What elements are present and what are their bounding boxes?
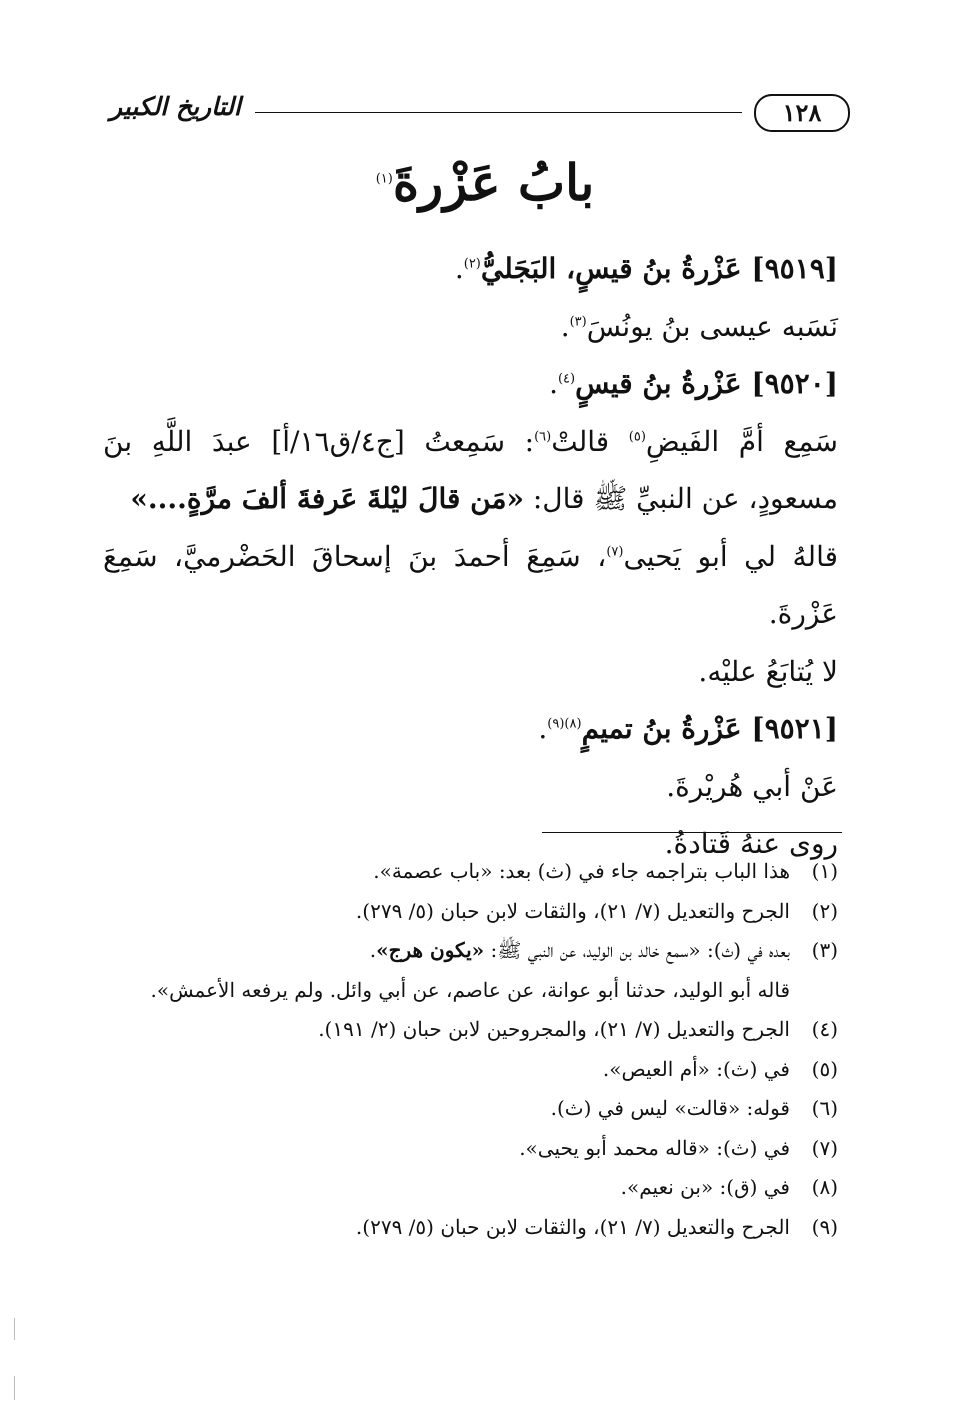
footnote-separator [542, 832, 842, 833]
text-span: : سَمِعتُ [ج٤/ق١٦/أ] عبدَ اللَّهِ بنَ مسعودٍ، عن النبيِّ ﷺ قال: [103, 424, 838, 515]
footnote-text-span: . [369, 938, 377, 962]
footnote-text: الجرح والتعديل (٧/ ٢١)، والثقات لابن حبان (٥/ ٢٧٩). [355, 1214, 790, 1239]
footnote-text: هذا الباب بتراجمه جاء في (ث) بعد: «باب عصمة». [373, 859, 790, 883]
text-span: لا يُتابَعُ عليْه. [698, 654, 838, 688]
footnote [103, 1089, 838, 1129]
footnote-ref[interactable]: (١) [375, 171, 393, 187]
footnote [103, 931, 838, 971]
text-paragraph [103, 413, 838, 528]
text-line [103, 643, 838, 701]
chapter-heading [0, 148, 970, 218]
text-line [103, 758, 838, 816]
header-rule [255, 112, 742, 113]
footnote [103, 1168, 838, 1208]
footnote [103, 1050, 838, 1090]
footnote-bold-quote: «يكون هرج» [376, 938, 485, 962]
footnote [103, 892, 838, 932]
entry-heading: [٩٥٢٠] عَزْرةُ بنُ قيسٍ [575, 367, 838, 400]
text-line [103, 298, 838, 356]
text-span: سَمِع أمَّ الفَيضِ [645, 424, 838, 458]
footnote-text: الجرح والتعديل (٧/ ٢١)، والثقات لابن حبان (٥/ ٢٧٩). [355, 898, 790, 923]
footnote-number: (٨) [811, 1175, 838, 1199]
footnote-number: (٩) [811, 1214, 838, 1239]
footnote-ref[interactable]: (٥) [628, 429, 646, 445]
footnote-continuation: قاله أبو الوليد، حدثنا أبو عوانة، عن عاصم، عن أبي وائل. ولم يرفعه الأعمش». [150, 977, 790, 1002]
footnote-ref[interactable]: (٨)(٩) [547, 716, 582, 732]
footnote-text: الجرح والتعديل (٧/ ٢١)، والمجروحين لابن حبان (٢/ ١٩١). [318, 1017, 790, 1041]
entry-heading: [٩٥١٩] عَزْرةُ بنُ قيسٍ، البَجَليُّ [480, 252, 838, 285]
footnote-ref[interactable]: (٦) [534, 429, 552, 445]
footnote-number: (٤) [811, 1017, 838, 1041]
page-number: ١٢٨ [754, 94, 850, 132]
footnote-ref[interactable]: (٢) [463, 256, 481, 272]
main-text [103, 240, 838, 873]
entry-line [103, 700, 838, 758]
text-span: قالتْ [551, 424, 629, 458]
footnote-ref[interactable]: (٣) [569, 314, 587, 330]
footnote-number: (٦) [811, 1096, 838, 1120]
footnote-text: في (ق): «بن نعيم». [620, 1175, 790, 1199]
footnote-ref[interactable]: (٤) [557, 371, 576, 387]
entry-line [103, 355, 838, 413]
footnote-number: (٢) [811, 898, 838, 923]
punctuation: . [538, 712, 548, 745]
footnote-text: في (ث): «أم العيص». [602, 1056, 790, 1081]
entry-line [103, 240, 838, 298]
text-span: نَسَبه عيسى بنُ يونُسَ [586, 309, 838, 343]
footnote-text [103, 931, 790, 971]
footnote-text-span: بعده في (ث): «سمع خالد بن الوليد، عن النبي ﷺ: [484, 938, 790, 962]
scan-edge-mark [14, 1376, 15, 1400]
punctuation: . [549, 367, 558, 400]
punctuation: . [560, 309, 570, 343]
text-span: ، سَمِعَ أحمدَ بنَ إسحاقَ الحَضْرميَّ، سَمِعَ عَزْرةَ. [103, 539, 838, 630]
scan-edge-mark [14, 1318, 15, 1340]
text-span: عَنْ أبي هُريْرةَ. [666, 769, 838, 803]
entry-heading: [٩٥٢١] عَزْرةُ بنُ تميمٍ [581, 712, 838, 745]
chapter-title: بابُ عَزْرةَ [392, 153, 595, 212]
footnote-number: (٣) [811, 938, 838, 962]
text-line [103, 528, 838, 643]
text-span: قالهُ لي أبو يَحيى [623, 539, 838, 573]
footnote [103, 852, 838, 892]
footnote-number: (٥) [811, 1056, 838, 1081]
footnote-text: في (ث): «قاله محمد أبو يحيى». [519, 1135, 790, 1160]
footnote-number: (٧) [811, 1135, 838, 1160]
book-title: التاريخ الكبير [110, 92, 241, 121]
text-span: روى عنهُ قَتادةُ. [664, 827, 838, 860]
footnotes [103, 852, 838, 1247]
footnote-ref[interactable]: (٧) [606, 544, 624, 560]
footnote-text: قوله: «قالت» ليس في (ث). [550, 1096, 790, 1120]
page-header [110, 88, 850, 138]
footnote [103, 1208, 838, 1248]
punctuation: . [454, 252, 464, 285]
footnote [103, 1129, 838, 1169]
footnote [103, 1010, 838, 1050]
hadith-quote: «مَن قالَ ليْلةَ عَرفةَ ألفَ مرَّةٍ....» [130, 482, 524, 515]
footnote-number: (١) [811, 859, 838, 883]
